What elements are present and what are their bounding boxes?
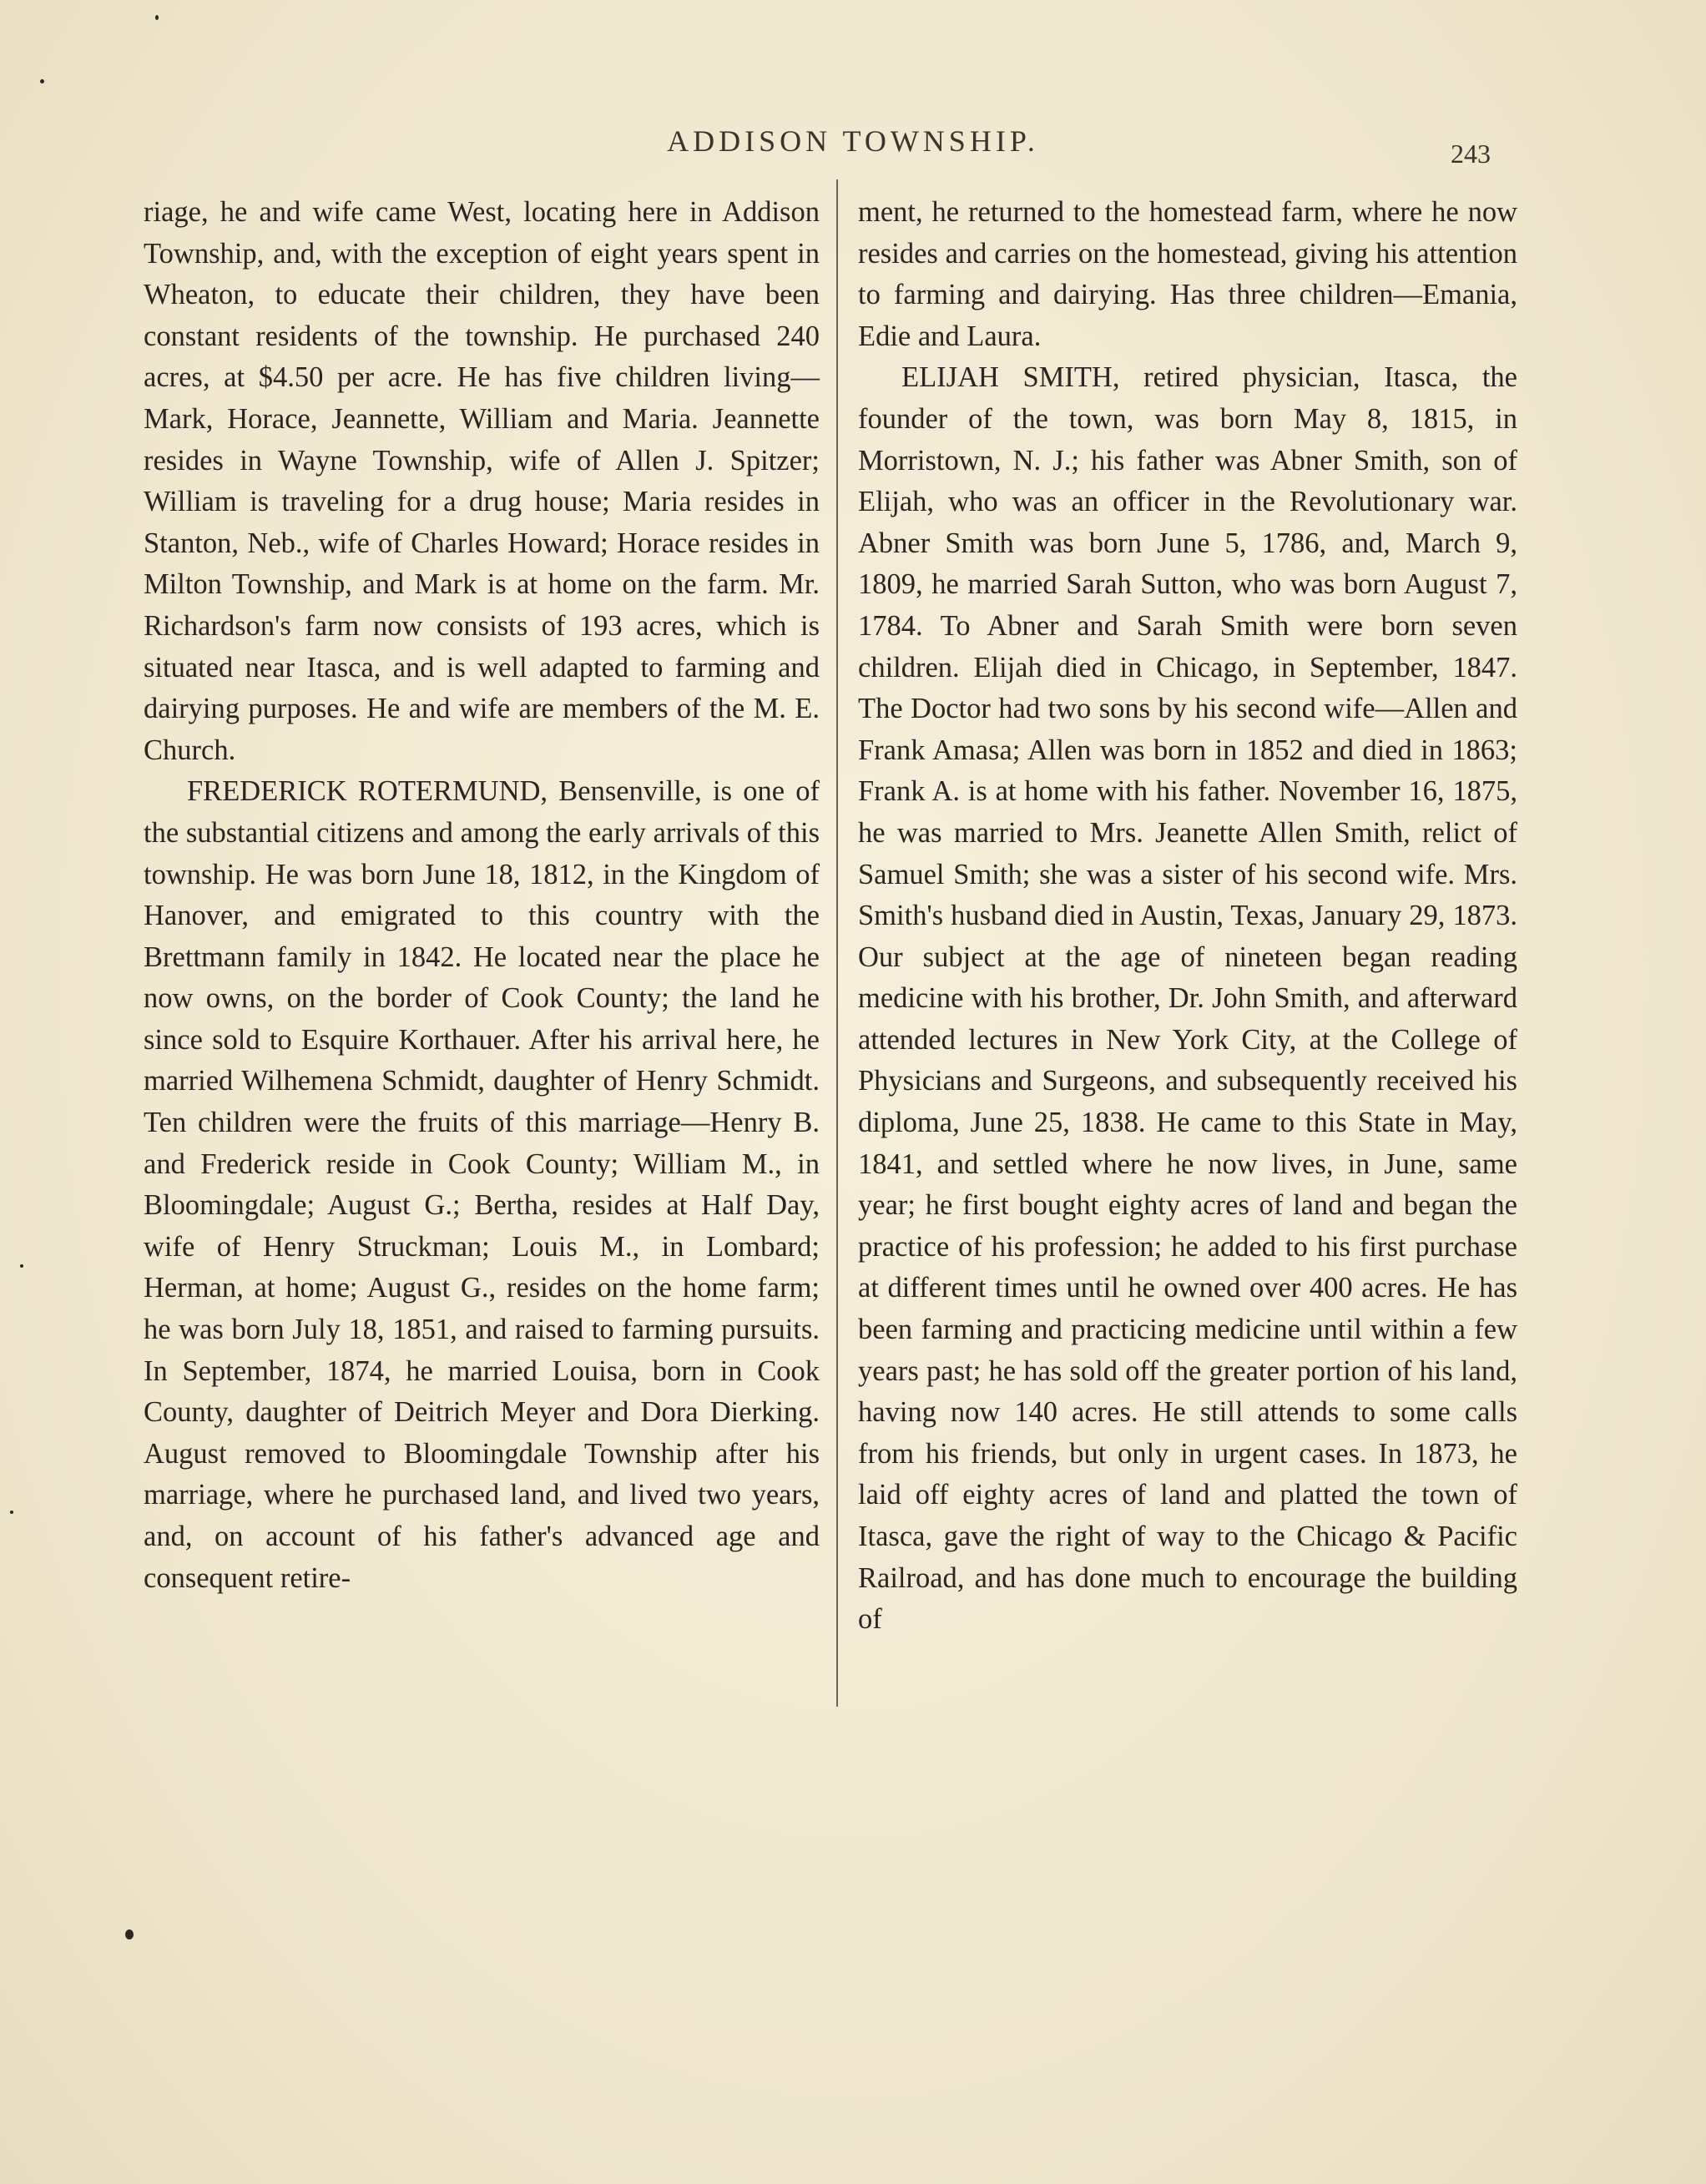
ink-speck [125, 1929, 134, 1939]
page-number: 243 [1451, 139, 1491, 169]
ink-speck [20, 1264, 23, 1268]
paragraph-richardson-continued: riage, he and wife came West, locating here in Addison Township, and, with the exception of eight years spent in Wheaton, to educate their children, they have been constant residents of the township. He purchased 240 acres, at $4.50 per acre. He has five children living—Mark, Horace, Jeannette, William and Maria. Jeannette resides in Wayne Township, wife of Allen J. Spitzer; William is traveling for a drug house; Maria resides in Stanton, Neb., wife of Charles Howard; Horace resides in Milton Township, and Mark is at home on the farm. Mr. Richardson's farm now consists of 193 acres, which is situated near Itasca, and is well adapted to farming and dairying purposes. He and wife are members of the M. E. Church. [144, 196, 820, 766]
paragraph-smith: ELIJAH SMITH, retired physician, Itasca, the founder of the town, was born May 8, 1815, in Morristown, N. J.; his father was Abner Smith, son of Elijah, who was an officer in the Revolutionary war. Abner Smith was born June 5, 1786, and, March 9, 1809, he married Sarah Sutton, who was born August 7, 1784. To Abner and Sarah Smith were born seven children. Elijah died in Chicago, in September, 1847. The Doctor had two sons by his second wife—Allen and Frank Amasa; Allen was born in 1852 and died in 1863; Frank A. is at home with his father. November 16, 1875, he was married to Mrs. Jeanette Allen Smith, relict of Samuel Smith; she was a sister of his second wife. Mrs. Smith's husband died in Austin, Texas, January 29, 1873. Our subject at the age of nineteen began reading medicine with his brother, Dr. John Smith, and afterward attended lectures in New York City, at the College of Physicians and Surgeons, and subsequently received his diploma, June 25, 1838. He came to this State in May, 1841, and settled where he now lives, in June, same year; he first bought eighty acres of land and began the practice of his profession; he added to his first purchase at different times until he owned over 400 acres. He has been farming and practicing medicine until within a few years past; he has sold off the greater portion of his land, having now 140 acres. He still attends to some calls from his friends, but only in urgent cases. In 1873, he laid off eighty acres of land and platted the town of Itasca, gave the right of way to the Chicago & Pacific Railroad, and has done much to encourage the building of [858, 361, 1517, 1636]
running-title: ADDISON TOWNSHIP. [667, 124, 1039, 158]
ink-speck [40, 79, 44, 83]
left-column [144, 192, 820, 1599]
paragraph-rotermund-continued: ment, he returned to the homestead farm, where he now resides and carries on the homestead, giving his attention to farming and dairying. Has three children—Emania, Edie and Laura. [858, 196, 1517, 352]
paragraph-rotermund: FREDERICK ROTERMUND, Bensenville, is one of the substantial citizens and among the early arrivals of this township. He was born June 18, 1812, in the Kingdom of Hanover, and emigrated to this country with the Brettmann family in 1842. He located near the place he now owns, on the border of Cook County; the land he since sold to Esquire Korthauer. After his arrival here, he married Wilhemena Schmidt, daughter of Henry Schmidt. Ten children were the fruits of this marriage—Henry B. and Frederick reside in Cook County; William M., in Bloomingdale; August G.; Bertha, resides at Half Day, wife of Henry Struckman; Louis M., in Lombard; Herman, at home; August G., resides on the home farm; he was born July 18, 1851, and raised to farming pursuits. In September, 1874, he married Louisa, born in Cook County, daughter of Deitrich Meyer and Dora Dierking. August removed to Bloomingdale Township after his marriage, where he purchased land, and lived two years, and, on account of his father's advanced age and consequent retire- [144, 775, 820, 1594]
ink-speck [155, 15, 159, 20]
right-column [858, 192, 1517, 1641]
column-divider [836, 179, 838, 1707]
ink-speck [10, 1511, 13, 1514]
